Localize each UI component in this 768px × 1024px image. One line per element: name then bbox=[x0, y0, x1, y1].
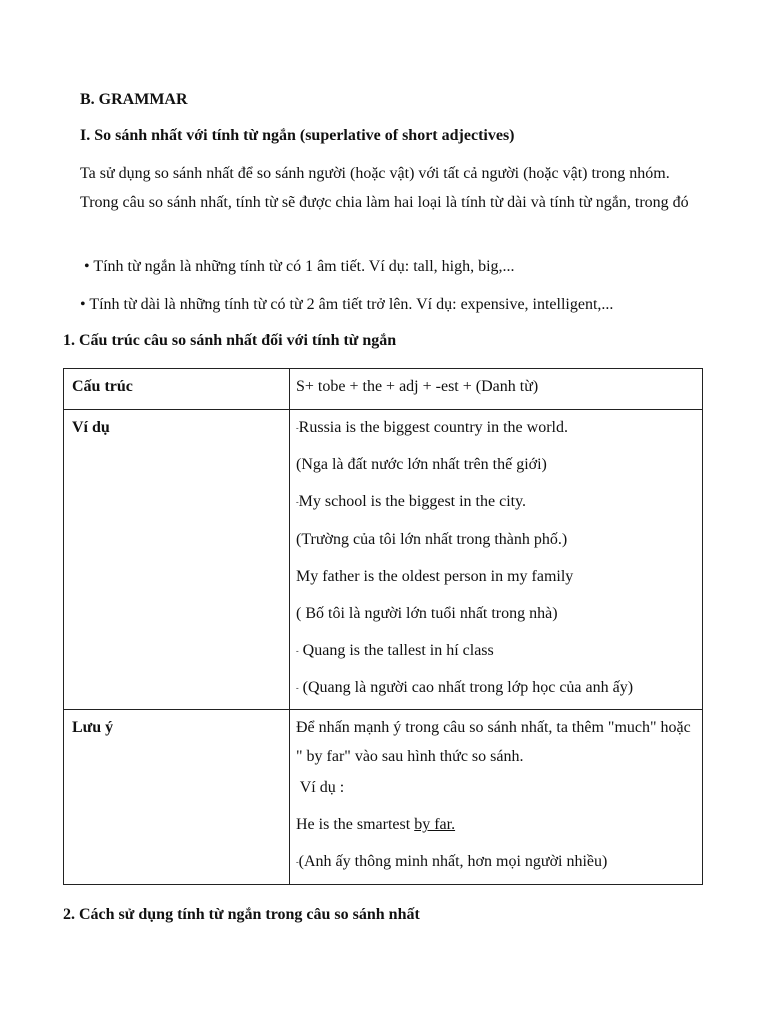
heading-structure: 1. Cấu trúc câu so sánh nhất đối với tính từ ngắn bbox=[63, 332, 397, 349]
structure-formula: S+ tobe + the + adj + -est + (Danh từ) bbox=[296, 378, 539, 395]
note-example: He is the smartest by far. bbox=[296, 816, 456, 834]
examples-label-cell bbox=[64, 410, 290, 710]
dash-bullet: - bbox=[296, 645, 299, 655]
example-line: ( Bố tôi là người lớn tuổi nhất trong nhà) bbox=[296, 604, 558, 622]
dash-bullet: - bbox=[296, 683, 299, 693]
structure-label: Cấu trúc bbox=[72, 378, 133, 395]
table-row-note bbox=[64, 710, 703, 884]
examples-cell bbox=[290, 410, 703, 710]
table-row-examples bbox=[64, 410, 703, 710]
note-cell bbox=[290, 710, 703, 884]
example-line: - (Quang là người cao nhất trong lớp học của anh ấy) bbox=[296, 678, 634, 696]
examples-label: Ví dụ bbox=[72, 419, 110, 436]
example-line: - Quang is the tallest in hí class bbox=[296, 641, 494, 659]
grammar-table bbox=[63, 368, 703, 885]
section-title: B. GRAMMAR bbox=[80, 91, 188, 108]
note-text: Để nhấn mạnh ý trong câu so sánh nhất, ta thêm "much" hoặc " by far" vào sau hình thức so sánh. bbox=[296, 719, 691, 766]
bullet-long-adjectives: • Tính từ dài là những tính từ có từ 2 âm tiết trở lên. Ví dụ: expensive, intelligent,... bbox=[80, 296, 614, 313]
dash-bullet: - bbox=[296, 497, 299, 507]
dash-bullet: - bbox=[296, 857, 299, 867]
intro-paragraph: Ta sử dụng so sánh nhất để so sánh người (hoặc vật) với tất cả người (hoặc vật) trong nhóm. Trong câu so sánh nhất, tính từ sẽ được chia làm hai loại là tính từ dài và tính từ ngắn, trong đó bbox=[80, 165, 689, 211]
example-line: (Trường của tôi lớn nhất trong thành phố.) bbox=[296, 530, 568, 548]
subsection-title: I. So sánh nhất với tính từ ngắn (superlative of short adjectives) bbox=[80, 127, 515, 144]
example-line: (Nga là đất nước lớn nhất trên thế giới) bbox=[296, 456, 547, 474]
example-line: -Russia is the biggest country in the world. bbox=[296, 419, 568, 436]
example-line: -My school is the biggest in the city. bbox=[296, 493, 527, 511]
table-row-structure bbox=[64, 369, 703, 410]
bullet-short-adjectives: • Tính từ ngắn là những tính từ có 1 âm tiết. Ví dụ: tall, high, big,... bbox=[84, 258, 515, 275]
underlined-phrase: by far. bbox=[414, 816, 456, 834]
note-label-cell bbox=[64, 710, 290, 884]
dash-bullet: - bbox=[296, 423, 299, 433]
heading-usage: 2. Cách sử dụng tính từ ngắn trong câu so sánh nhất bbox=[63, 906, 420, 923]
note-label: Lưu ý bbox=[72, 719, 114, 737]
example-line: My father is the oldest person in my family bbox=[296, 567, 574, 585]
structure-value-cell bbox=[290, 369, 703, 410]
note-example-label: Ví dụ : bbox=[296, 779, 345, 797]
structure-label-cell bbox=[64, 369, 290, 410]
note-example-translation: -(Anh ấy thông minh nhất, hơn mọi người nhiều) bbox=[296, 853, 608, 871]
